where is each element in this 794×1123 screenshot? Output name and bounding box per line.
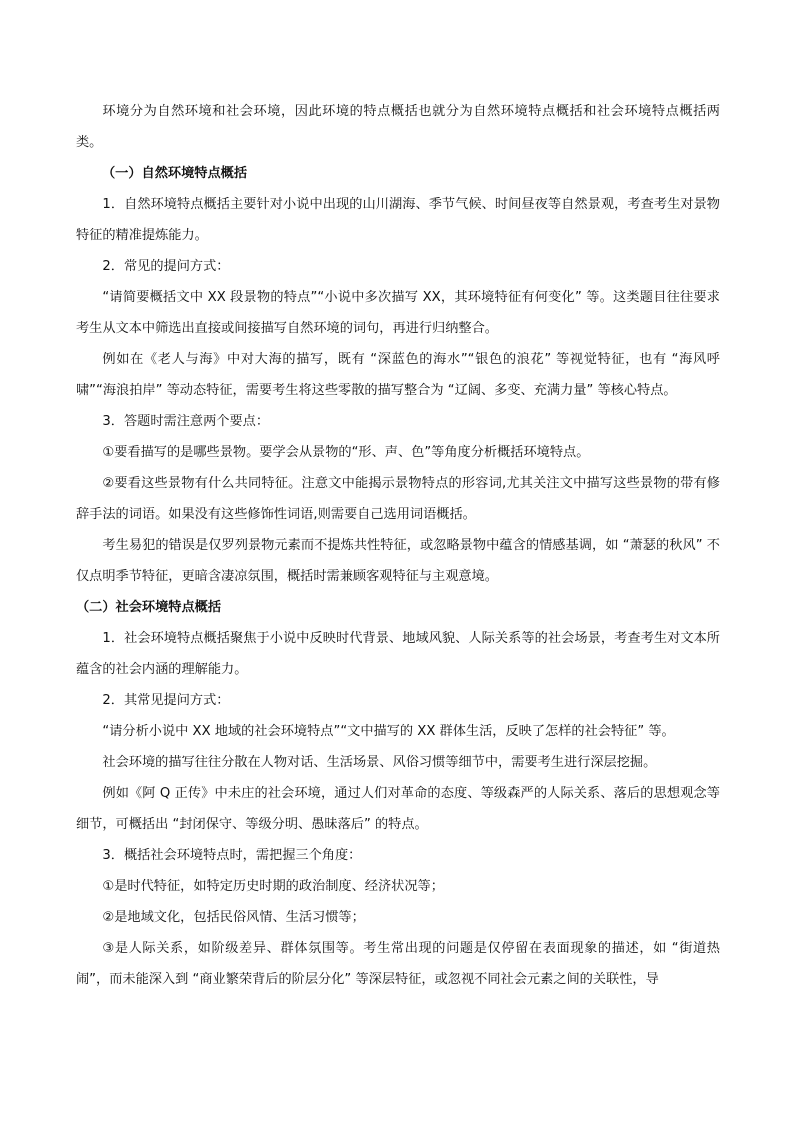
section-heading: （一）自然环境特点概括 <box>102 166 248 181</box>
paragraph: ②是地域文化，包括民俗风情、生活习惯等； <box>102 910 365 925</box>
paragraph: “请简要概括文中 XX 段景物的特点”“小说中多次描写 XX，其环境特征有何变化” 等。这类题目往往要求考生从文本中筛选出直接或间接描写自然环境的词句，再进行归纳整合。 <box>76 290 720 336</box>
paragraph: ②要看这些景物有什么共同特征。注意文中能揭示景物特点的形容词,尤其关注文中描写这些景物的带有修辞手法的词语。如果没有这些修饰性词语,则需要自己选用词语概括。 <box>76 476 720 522</box>
paragraph: ①是时代特征，如特定历史时期的政治制度、经济状况等； <box>102 879 444 894</box>
paragraph: 2．常见的提问方式： <box>102 259 230 274</box>
paragraph: 3．答题时需注意两个要点： <box>102 414 270 429</box>
paragraph: 1．自然环境特点概括主要针对小说中出现的山川湖海、季节气候、时间昼夜等自然景观，考查考生对景物特征的精准提炼能力。 <box>76 197 720 243</box>
paragraph: ①要看描写的是哪些景物。要学会从景物的“形、声、色”等角度分析概括环境特点。 <box>102 445 590 460</box>
paragraph: 例如《阿 Q 正传》中未庄的社会环境，通过人们对革命的态度、等级森严的人际关系、落后的思想观念等细节，可概括出 “封闭保守、等级分明、愚昧落后” 的特点。 <box>76 786 720 832</box>
paragraph: 考生易犯的错误是仅罗列景物元素而不提炼共性特征，或忽略景物中蕴含的情感基调，如 “萧瑟的秋风” 不仅点明季节特征，更暗含凄凉氛围，概括时需兼顾客观特征与主观意境。 <box>76 538 720 584</box>
paragraph: ③是人际关系，如阶级差异、群体氛围等。考生常出现的问题是仅停留在表面现象的描述，如 “街道热闹”，而未能深入到 “商业繁荣背后的阶层分化” 等深层特征，或忽视不同社会元素之间的关联性，导 <box>76 941 720 987</box>
document-body <box>76 96 720 995</box>
paragraph: “请分析小说中 XX 地域的社会环境特点”“文中描写的 XX 群体生活，反映了怎样的社会特征” 等。 <box>102 724 675 739</box>
section-heading: （二）社会环境特点概括 <box>76 600 222 615</box>
paragraph: 2．其常见提问方式： <box>102 693 230 708</box>
paragraph: 社会环境的描写往往分散在人物对话、生活场景、风俗习惯等细节中，需要考生进行深层挖掘。 <box>102 755 657 770</box>
paragraph: 1．社会环境特点概括聚焦于小说中反映时代背景、地域风貌、人际关系等的社会场景，考查考生对文本所蕴含的社会内涵的理解能力。 <box>76 631 720 677</box>
paragraph: 3．概括社会环境特点时，需把握三个角度： <box>102 848 362 863</box>
paragraph: 例如在《老人与海》中对大海的描写，既有 “深蓝色的海水”“银色的浪花” 等视觉特征，也有 “海风呼啸”“海浪拍岸” 等动态特征，需要考生将这些零散的描写整合为 “辽阔、多变、充满力量” 等核心特点。 <box>76 352 720 398</box>
paragraph: 环境分为自然环境和社会环境，因此环境的特点概括也就分为自然环境特点概括和社会环境特点概括两类。 <box>76 104 720 150</box>
